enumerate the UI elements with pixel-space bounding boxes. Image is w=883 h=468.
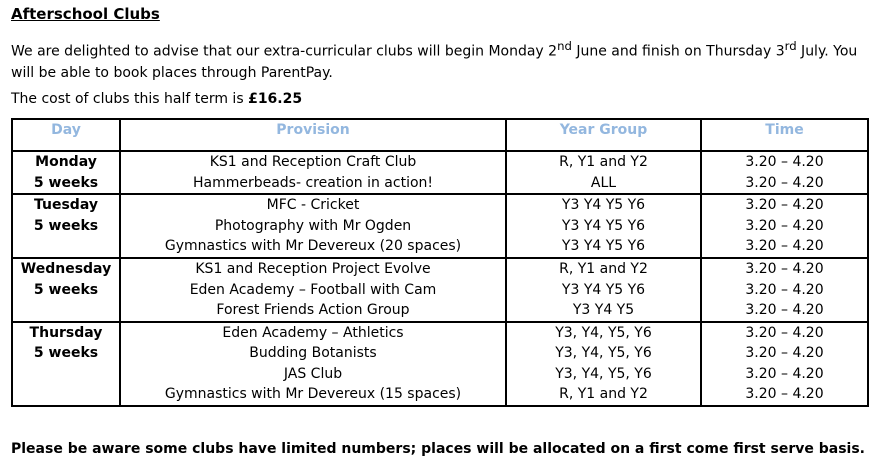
time-line: 3.20 – 4.20 (745, 324, 824, 341)
footer-note: Please be aware some clubs have limited numbers; places will be allocated on a first come first serve basis. (11, 441, 865, 457)
day-cell (12, 194, 120, 258)
provision-line: Photography with Mr Ogden (214, 217, 412, 234)
day-cell (12, 151, 120, 194)
time-line: 3.20 – 4.20 (745, 302, 824, 318)
time-line: 3.20 – 4.20 (745, 261, 824, 277)
time-line: 3.20 – 4.20 (745, 154, 824, 170)
provision-line: KS1 and Reception Project Evolve (195, 261, 431, 277)
time-line: 3.20 – 4.20 (745, 386, 824, 402)
header-day: Day (12, 119, 120, 151)
page-title: Afterschool Clubs (11, 5, 160, 23)
header-year-group: Year Group (506, 119, 701, 151)
intro-sup-1: nd (557, 39, 572, 53)
provision-cell (120, 194, 506, 258)
time-line: 3.20 – 4.20 (745, 281, 824, 298)
provision-line: Forest Friends Action Group (216, 302, 410, 318)
table-row (12, 151, 868, 194)
provision-line: Budding Botanists (249, 345, 377, 361)
day-name: Wednesday (20, 261, 112, 277)
intro-text-3: July. You will be able to book places through ParentPay. (11, 43, 858, 81)
day-name: Tuesday (34, 197, 98, 213)
year-group-line: Y3, Y4, Y5, Y6 (555, 345, 652, 361)
provision-line: JAS Club (283, 365, 343, 382)
table-row (12, 194, 868, 258)
day-cell (12, 258, 120, 322)
day-name: Thursday (29, 324, 103, 341)
table-body (12, 151, 868, 406)
cost-amount: £16.25 (248, 91, 303, 107)
table-row (12, 258, 868, 322)
provision-cell (120, 258, 506, 322)
time-line: 3.20 – 4.20 (745, 217, 824, 234)
year-group-cell (506, 194, 701, 258)
table-row (12, 322, 868, 406)
year-group-line: Y3 Y4 Y5 Y6 (561, 281, 646, 298)
day-weeks: 5 weeks (33, 345, 99, 361)
time-line: 3.20 – 4.20 (745, 197, 824, 213)
provision-line: Eden Academy – Athletics (222, 324, 404, 341)
provision-line: MFC - Cricket (266, 197, 360, 213)
year-group-line: Y3 Y4 Y5 (572, 302, 635, 318)
provision-line: KS1 and Reception Craft Club (209, 154, 417, 170)
time-cell (701, 258, 868, 322)
intro-text-1: We are delighted to advise that our extra-curricular clubs will begin Monday 2 (11, 43, 558, 60)
time-line: 3.20 – 4.20 (745, 345, 824, 361)
time-line: 3.20 – 4.20 (745, 238, 824, 254)
year-group-line: Y3, Y4, Y5, Y6 (555, 365, 652, 382)
provision-line: Gymnastics with Mr Devereux (20 spaces) (164, 238, 462, 254)
time-cell (701, 151, 868, 194)
day-weeks: 5 weeks (33, 217, 99, 234)
header-provision: Provision (120, 119, 506, 151)
provision-cell (120, 151, 506, 194)
year-group-cell (506, 151, 701, 194)
day-weeks: 5 weeks (33, 281, 99, 298)
year-group-line: Y3 Y4 Y5 Y6 (561, 197, 646, 213)
year-group-line: R, Y1 and Y2 (559, 154, 648, 170)
year-group-line: Y3, Y4, Y5, Y6 (555, 324, 652, 341)
year-group-line: Y3 Y4 Y5 Y6 (561, 238, 646, 254)
provision-line: Hammerbeads- creation in action! (192, 174, 434, 191)
provision-cell (120, 322, 506, 406)
time-line: 3.20 – 4.20 (745, 365, 824, 382)
day-weeks: 5 weeks (33, 174, 99, 191)
cost-line (11, 89, 302, 109)
provision-line: Eden Academy – Football with Cam (189, 281, 437, 298)
day-name: Monday (35, 154, 97, 170)
year-group-cell (506, 258, 701, 322)
year-group-line: R, Y1 and Y2 (559, 386, 648, 402)
intro-paragraph (11, 36, 877, 84)
time-cell (701, 322, 868, 406)
day-cell (12, 322, 120, 406)
intro-text-2: June and finish on Thursday 3 (571, 43, 785, 60)
header-time: Time (701, 119, 868, 151)
cost-label: The cost of clubs this half term is (11, 91, 249, 107)
table-header-row (12, 119, 868, 151)
year-group-cell (506, 322, 701, 406)
provision-line: Gymnastics with Mr Devereux (15 spaces) (164, 386, 462, 402)
clubs-table (11, 118, 869, 407)
time-cell (701, 194, 868, 258)
year-group-line: Y3 Y4 Y5 Y6 (561, 217, 646, 234)
intro-sup-2: rd (784, 39, 797, 53)
year-group-line: ALL (590, 174, 617, 191)
year-group-line: R, Y1 and Y2 (559, 261, 648, 277)
time-line: 3.20 – 4.20 (745, 174, 824, 191)
